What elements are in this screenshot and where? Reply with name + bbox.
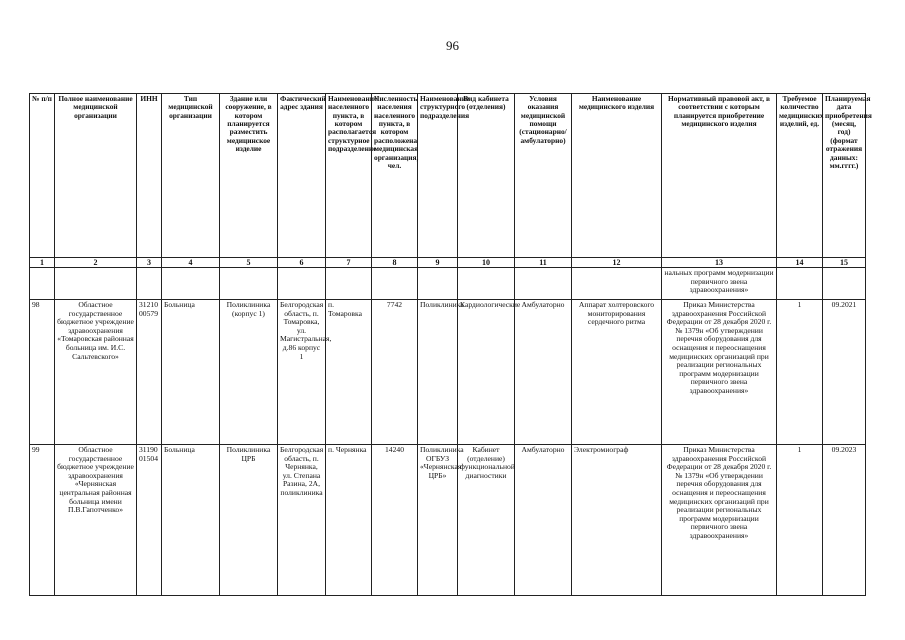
row-device: Аппарат холтеровского мониторирования сердечного ритма xyxy=(572,300,662,445)
col-header-org: Полное наименование медицинской организации xyxy=(55,94,137,258)
row-date: 09.2023 xyxy=(823,445,866,596)
row-conditions: Амбулаторно xyxy=(515,445,572,596)
col-num: 10 xyxy=(458,258,515,268)
continuation-text: нальных программ модернизации первичного звена здравоохранения» xyxy=(662,268,777,300)
row-address: Белгородская область, п. Чернянка, ул. Степана Разина, 2А, поликлиника xyxy=(278,445,326,596)
row-no: 99 xyxy=(30,445,55,596)
table-row xyxy=(30,300,866,445)
col-header-cabinet: Вид кабинета (отделения) xyxy=(458,94,515,258)
row-locality: п. Томаровка xyxy=(326,300,372,445)
col-header-locality: Наименование населенного пункта, в котором располагается структурное подразделение xyxy=(326,94,372,258)
row-no: 98 xyxy=(30,300,55,445)
row-population: 14240 xyxy=(372,445,418,596)
col-header-conditions: Условия оказания медицинской помощи (стационарно/амбулаторно) xyxy=(515,94,572,258)
col-header-no: № п/п xyxy=(30,94,55,258)
row-building: Поликлиника (корпус 1) xyxy=(220,300,278,445)
row-qty: 1 xyxy=(777,300,823,445)
row-cabinet: Кабинет (отделение) функциональной диагностики xyxy=(458,445,515,596)
continuation-row xyxy=(30,268,866,300)
col-header-date: Планируемая дата приобретения (месяц, год) (формат отражения данных: мм.гггг.) xyxy=(823,94,866,258)
page-number: 96 xyxy=(446,38,459,53)
col-num: 12 xyxy=(572,258,662,268)
row-population: 7742 xyxy=(372,300,418,445)
header-row xyxy=(30,94,866,258)
col-num: 6 xyxy=(278,258,326,268)
row-inn: 3121000579 xyxy=(137,300,162,445)
row-address: Белгородская область, п. Томаровка, ул. Магистральная, д.86 корпус 1 xyxy=(278,300,326,445)
col-num: 8 xyxy=(372,258,418,268)
row-building: Поликлиника ЦРБ xyxy=(220,445,278,596)
col-num: 5 xyxy=(220,258,278,268)
col-num: 9 xyxy=(418,258,458,268)
col-num: 1 xyxy=(30,258,55,268)
col-num: 13 xyxy=(662,258,777,268)
row-act: Приказ Министерства здравоохранения Российской Федерации от 28 декабря 2020 г. № 1379н «Об утверждении перечня оборудования для оснащения и переоснащения медицинских организаций при реализации региональных программ модернизации первичного звена здравоохранения» xyxy=(662,300,777,445)
col-header-type: Тип медицинской организации xyxy=(162,94,220,258)
row-date: 09.2021 xyxy=(823,300,866,445)
row-org: Областное государственное бюджетное учреждение здравоохранения «Томаровская районная больница им. И.С. Сальтевского» xyxy=(55,300,137,445)
col-num: 15 xyxy=(823,258,866,268)
row-act: Приказ Министерства здравоохранения Российской Федерации от 28 декабря 2020 г. № 1379н «Об утверждении перечня оборудования для оснащения и переоснащения медицинских организаций при реализации региональных программ модернизации первичного звена здравоохранения» xyxy=(662,445,777,596)
col-header-inn: ИНН xyxy=(137,94,162,258)
row-inn: 3119001504 xyxy=(137,445,162,596)
col-header-act: Нормативный правовой акт, в соответствии с которым планируется приобретение медицинского изделия xyxy=(662,94,777,258)
col-num: 3 xyxy=(137,258,162,268)
col-num: 4 xyxy=(162,258,220,268)
col-header-device: Наименование медицинского изделия xyxy=(572,94,662,258)
row-type: Больница xyxy=(162,300,220,445)
table-row xyxy=(30,445,866,596)
row-cabinet: Кардиологические xyxy=(458,300,515,445)
equipment-table xyxy=(29,93,872,596)
row-org: Областное государственное бюджетное учреждение здравоохранения «Чернянская центральная районная больница имени П.В.Гапотченко» xyxy=(55,445,137,596)
column-number-row xyxy=(30,258,866,268)
col-num: 7 xyxy=(326,258,372,268)
row-device: Электромиограф xyxy=(572,445,662,596)
row-qty: 1 xyxy=(777,445,823,596)
row-unit: Поликлиника ОГБУЗ «Чернянская ЦРБ» xyxy=(418,445,458,596)
col-header-population: Численность населения населенного пункта, в котором расположена медицинская организация, чел. xyxy=(372,94,418,258)
col-num: 14 xyxy=(777,258,823,268)
col-header-building: Здание или сооружение, в котором планируется разместить медицинское изделие xyxy=(220,94,278,258)
row-type: Больница xyxy=(162,445,220,596)
row-unit: Поликлиника xyxy=(418,300,458,445)
col-header-unit: Наименование структурного подразделения xyxy=(418,94,458,258)
row-conditions: Амбулаторно xyxy=(515,300,572,445)
col-header-qty: Требуемое количество медицинских изделий, ед. xyxy=(777,94,823,258)
col-num: 11 xyxy=(515,258,572,268)
col-num: 2 xyxy=(55,258,137,268)
row-locality: п. Чернянка xyxy=(326,445,372,596)
col-header-address: Фактический адрес здания xyxy=(278,94,326,258)
